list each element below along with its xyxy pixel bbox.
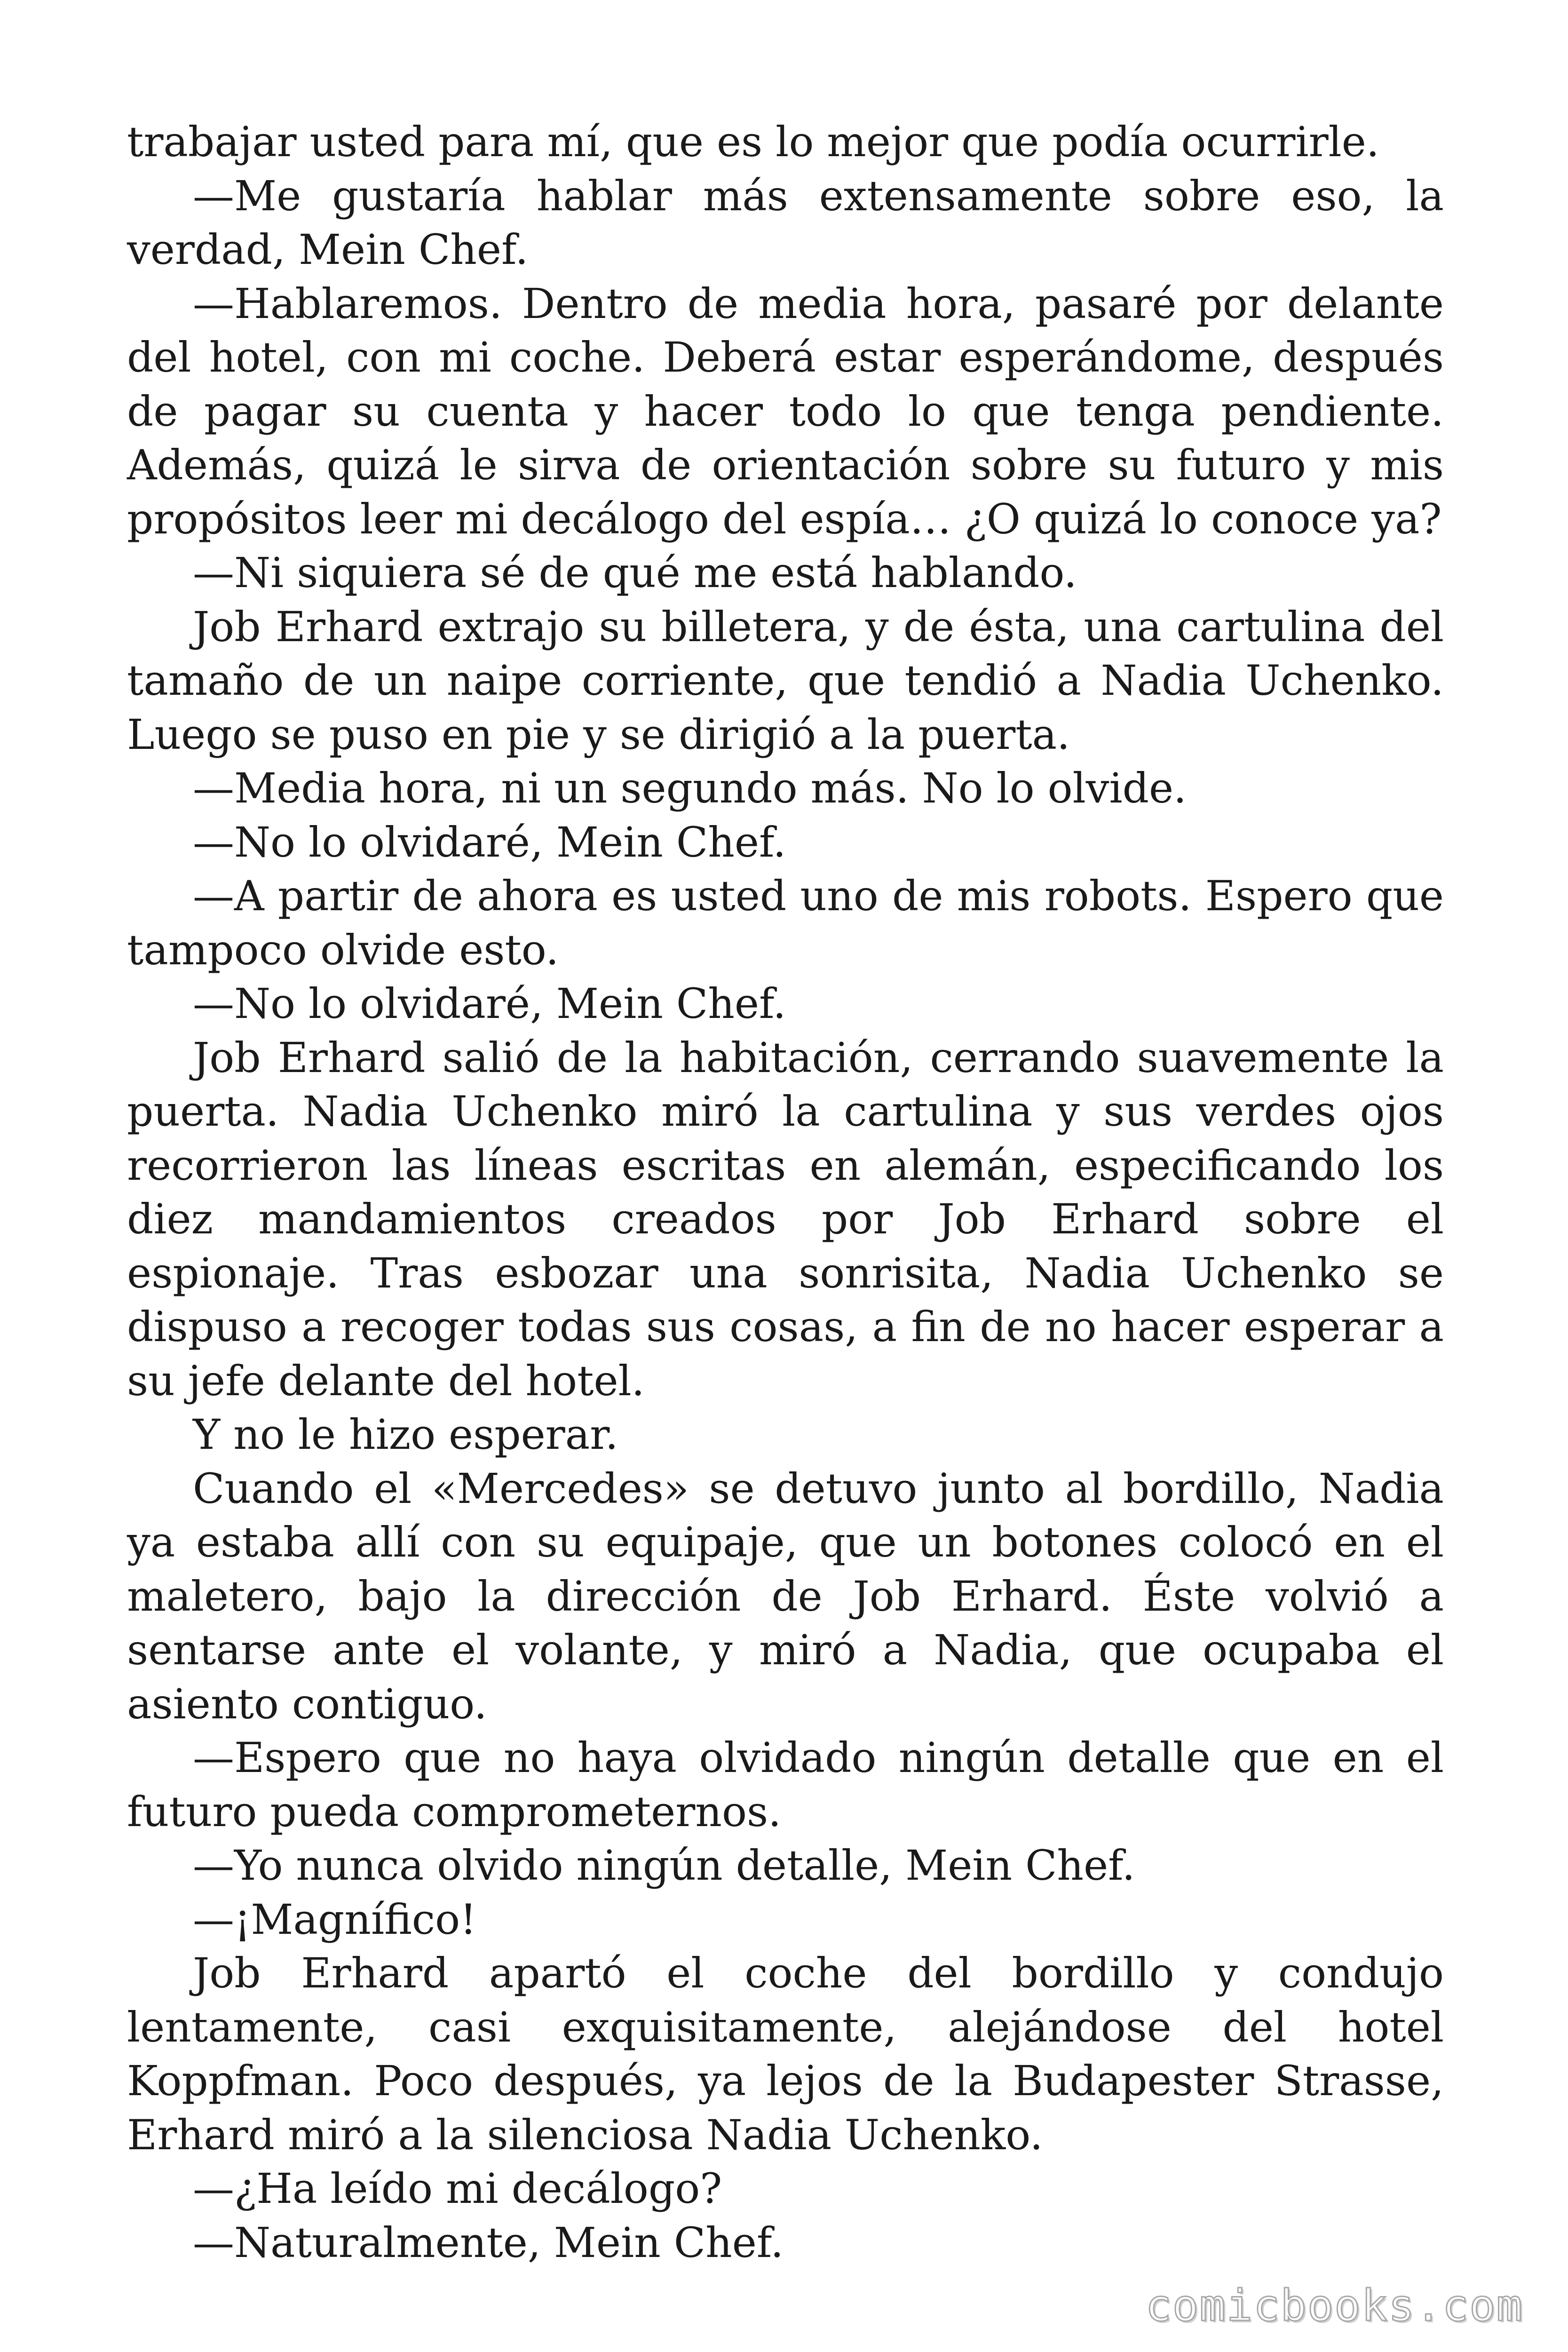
paragraph-14: —Yo nunca olvido ningún detalle, Mein Chef.	[193, 1841, 1135, 1890]
paragraph-15: —¡Magnífico!	[193, 1895, 477, 1944]
paragraph-5: Job Erhard extrajo su billetera, y de ésta, una cartulina del tamaño de un naipe corriente, que tendió a Nadia Uchenko. Luego se puso en pie y se dirigió a la puerta.	[127, 602, 1444, 759]
paragraph-13: —Espero que no haya olvidado ningún detalle que en el futuro pueda comprometernos.	[127, 1733, 1444, 1836]
paragraph-7: —No lo olvidaré, Mein Chef.	[193, 818, 786, 866]
paragraph-17: —¿Ha leído mi decálogo?	[193, 2164, 722, 2213]
watermark: comicbooks.com	[1145, 2280, 1523, 2331]
paragraph-18: —Naturalmente, Mein Chef.	[193, 2218, 784, 2267]
body-text	[127, 115, 1444, 2270]
paragraph-9: —No lo olvidaré, Mein Chef.	[193, 979, 786, 1028]
paragraph-12: Cuando el «Mercedes» se detuvo junto al bordillo, Nadia ya estaba allí con su equipaje, que un botones colocó en el maletero, bajo la dirección de Job Erhard. Éste volvió a sentarse ante el volante, y miró a Nadia, que ocupaba el asiento contiguo.	[127, 1464, 1444, 1728]
paragraph-4: —Ni siquiera sé de qué me está hablando.	[193, 548, 1077, 597]
paragraph-16: Job Erhard apartó el coche del bordillo y condujo lentamente, casi exquisitamente, alejándose del hotel Koppfman. Poco después, ya lejos de la Budapester Strasse, Erhard miró a la silenciosa Nadia Uchenko.	[127, 1949, 1444, 2159]
paragraph-2: —Me gustaría hablar más extensamente sobre eso, la verdad, Mein Chef.	[127, 171, 1444, 274]
paragraph-3: —Hablaremos. Dentro de media hora, pasaré por delante del hotel, con mi coche. Deberá estar esperándome, después de pagar su cuenta y hacer todo lo que tenga pendiente. Además, quizá le sirva de orientación sobre su futuro y mis propósitos leer mi decálogo del espía… ¿O quizá lo conoce ya?	[127, 279, 1444, 543]
paragraph-6: —Media hora, ni un segundo más. No lo olvide.	[193, 764, 1187, 812]
paragraph-1: trabajar usted para mí, que es lo mejor que podía ocurrirle.	[127, 118, 1379, 166]
paragraph-11: Y no le hizo esperar.	[193, 1410, 618, 1459]
paragraph-10: Job Erhard salió de la habitación, cerrando suavemente la puerta. Nadia Uchenko miró la cartulina y sus verdes ojos recorrieron las líneas escritas en alemán, especificando los diez mandamientos creados por Job Erhard sobre el espionaje. Tras esbozar una sonrisita, Nadia Uchenko se dispuso a recoger todas sus cosas, a fin de no hacer esperar a su jefe delante del hotel.	[127, 1033, 1444, 1405]
paragraph-8: —A partir de ahora es usted uno de mis robots. Espero que tampoco olvide esto.	[127, 872, 1444, 974]
